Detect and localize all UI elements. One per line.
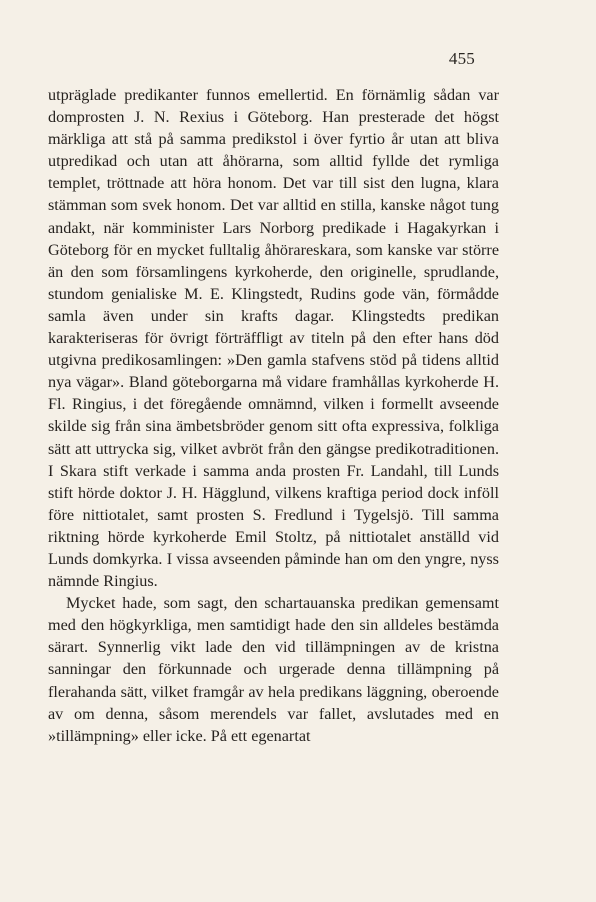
body-text [48,84,499,747]
paragraph-2: Mycket hade, som sagt, den schartauanska predikan gemensamt med den högkyrkliga, men samtidigt hade den sin alldeles bestämda särart. Synnerlig vikt lade den vid tillämpningen av de kristna sanningar den förkunnade och urgerade denna tillämpning på flerahanda sätt, vilket framgår av hela predikans läggning, oberoende av om denna, såsom merendels var fallet, avslutades med en »tillämpning» eller icke. På ett egenartat [48,594,499,745]
page-number: 455 [448,49,475,68]
paragraph-1: utpräglade predikanter funnos emellertid. En förnämlig sådan var domprosten J. N. Rexius i Göteborg. Han presterade det högst märkliga att stå på samma predikstol i över fyrtio år utan att bliva utpredikad och utan att åhörarna, som alltid fyllde det rymliga templet, tröttnade att höra honom. Det var till sist den lugna, klara stämman som svek honom. Det var alltid en stilla, kanske något tung andakt, när komminister Lars Norborg predikade i Hagakyrkan i Göteborg för en mycket fulltalig åhörareskara, som kanske var större än den som församlingens kyrkoherde, den originelle, sprudlande, stundom genialiske M. E. Klingstedt, Rudins gode vän, förmådde samla även under sin krafts dagar. Klingstedts predikan karakteriseras för övrigt förträffligt av titeln på den efter hans död utgivna predikosamlingen: »Den gamla stafvens stöd på tidens alltid nya vägar». Bland göteborgarna må vidare framhållas kyrkoherde H. Fl. Ringius, i det föregående omnämnd, vilken i formellt avseende skilde sig från sina ämbetsbröder genom sitt ofta expressiva, folkliga sätt att uttrycka sig, vilket avbröt från den gängse predikotraditionen. I Skara stift verkade i samma anda prosten Fr. Landahl, till Lunds stift hörde doktor J. H. Hägglund, vilkens kraftiga period dock inföll före nittiotalet, samt prosten S. Fredlund i Tygelsjö. Till samma riktning hörde kyrkoherde Emil Stoltz, på nittiotalet anställd vid Lunds domkyrka. I vissa avseenden påminde han om den yngre, nyss nämnde Ringius. [48,86,499,591]
